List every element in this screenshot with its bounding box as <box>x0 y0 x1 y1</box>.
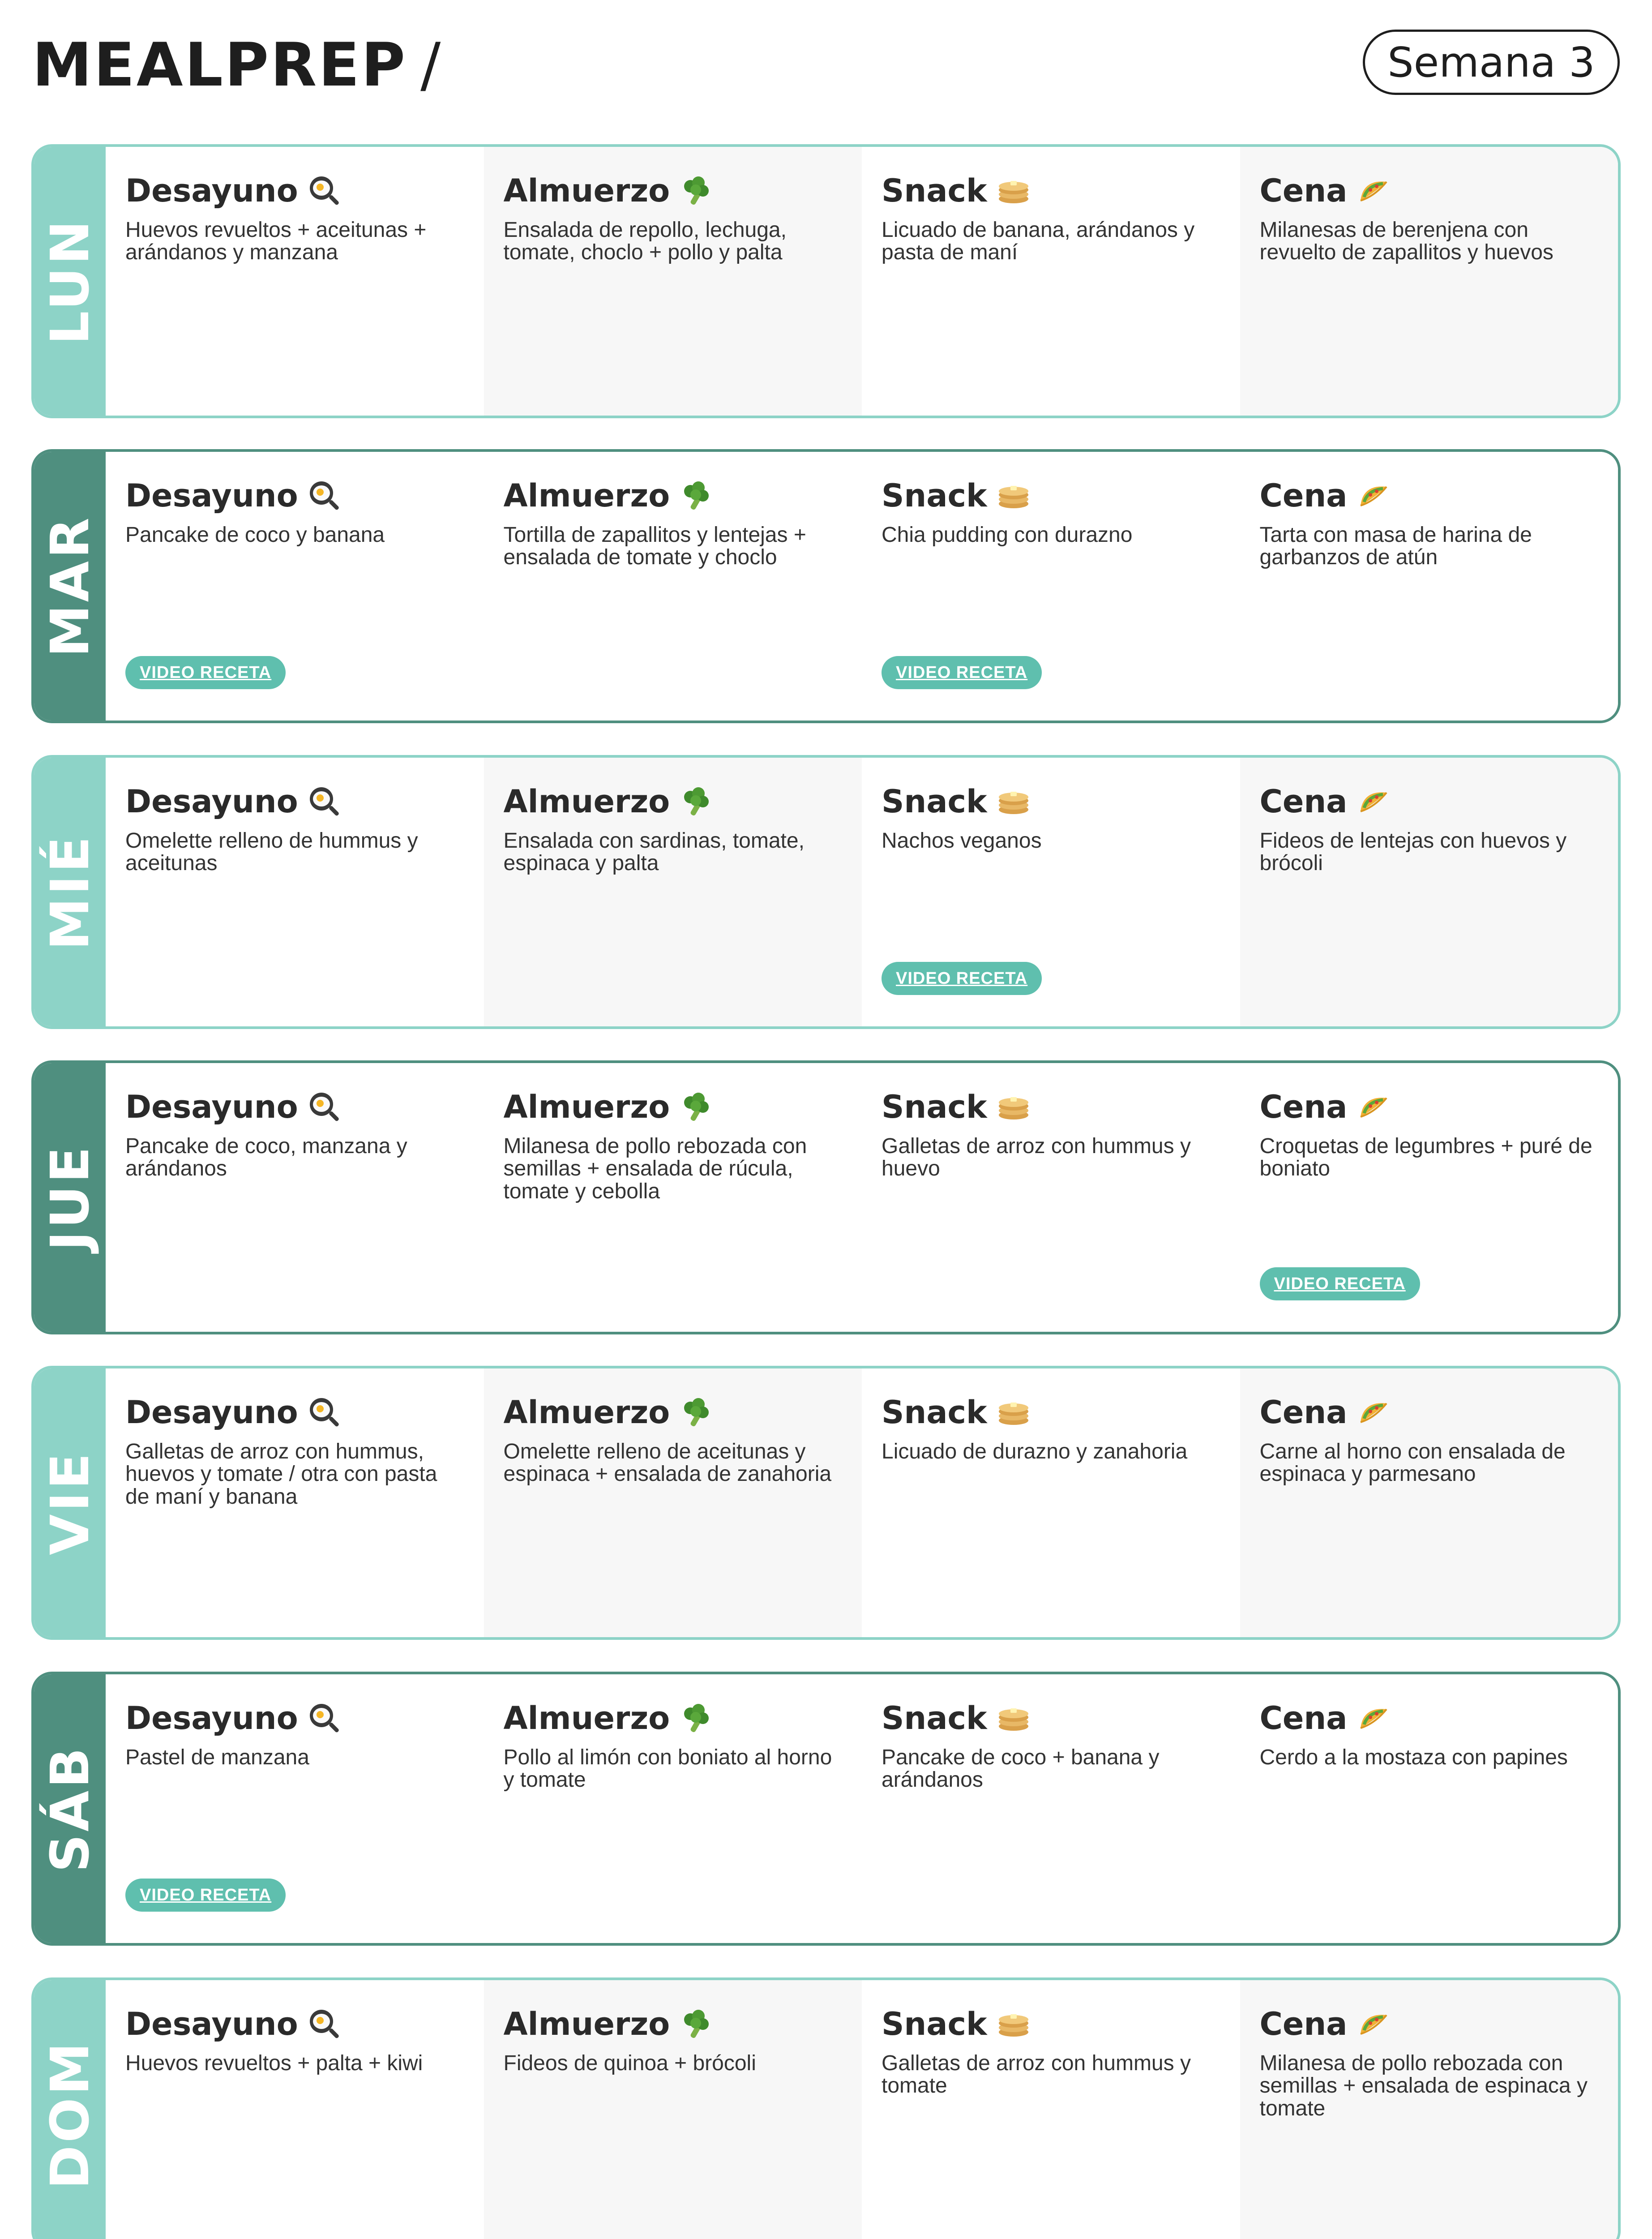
meal-lunch <box>484 758 862 1026</box>
meal-title: Cena <box>1259 1700 1348 1737</box>
brand-slash: / <box>420 30 443 100</box>
meal-title: Almuerzo <box>503 1700 670 1737</box>
meal-description: Chia pudding con durazno <box>882 523 1133 547</box>
pancakes-icon <box>997 2008 1030 2041</box>
day-tab <box>34 452 106 721</box>
day-tab <box>34 147 106 416</box>
day-tab <box>34 1980 106 2239</box>
meal-title: Desayuno <box>125 1089 298 1125</box>
brand-name: MEALPREP <box>32 30 407 100</box>
taco-icon <box>1357 1396 1390 1429</box>
day-label: JUE <box>39 1144 101 1251</box>
frying-pan-egg-icon <box>308 1091 341 1124</box>
meal-title: Desayuno <box>125 477 298 514</box>
meal-description: Cerdo a la mostaza con papines <box>1259 1746 1568 1769</box>
day-tab <box>34 1674 106 1943</box>
day-card-dom <box>31 1977 1621 2239</box>
broccoli-icon <box>680 1702 713 1735</box>
frying-pan-egg-icon <box>308 175 341 208</box>
meal-dinner <box>1240 1368 1618 1637</box>
frying-pan-egg-icon <box>308 1702 341 1735</box>
broccoli-icon <box>680 1091 713 1124</box>
meal-lunch <box>484 1368 862 1637</box>
meal-breakfast <box>106 1674 484 1943</box>
day-label: MAR <box>39 515 101 657</box>
meal-description: Omelette relleno de hummus y aceitunas <box>125 829 418 875</box>
meal-title: Cena <box>1259 172 1348 209</box>
video-recipe-button[interactable]: VIDEO RECETA <box>882 962 1042 995</box>
meal-description: Milanesas de berenjena con revuelto de zapallitos y huevos <box>1259 218 1554 265</box>
meal-dinner <box>1240 1980 1618 2239</box>
day-label: LUN <box>39 218 101 345</box>
frying-pan-egg-icon <box>308 2008 341 2041</box>
broccoli-icon <box>680 785 713 819</box>
meal-description: Pancake de coco y banana <box>125 523 385 547</box>
broccoli-icon <box>680 175 713 208</box>
meal-snack <box>862 1063 1240 1332</box>
meal-title: Cena <box>1259 1394 1348 1431</box>
meal-dinner <box>1240 1674 1618 1943</box>
meal-title: Snack <box>882 477 987 514</box>
meal-description: Huevos revueltos + aceitunas + arándanos y manzana <box>125 218 427 265</box>
meal-dinner <box>1240 452 1618 721</box>
meal-description: Galletas de arroz con hummus y huevo <box>882 1134 1191 1181</box>
meal-title: Almuerzo <box>503 2006 670 2042</box>
pancakes-icon <box>997 785 1030 819</box>
day-card-sab <box>31 1672 1621 1946</box>
meal-title: Desayuno <box>125 1394 298 1431</box>
meal-description: Pancake de coco, manzana y arándanos <box>125 1134 407 1181</box>
pancakes-icon <box>997 480 1030 513</box>
meal-description: Fideos de lentejas con huevos y brócoli <box>1259 829 1567 875</box>
day-label: MIÉ <box>39 834 101 950</box>
meal-breakfast <box>106 1980 484 2239</box>
meal-snack <box>862 758 1240 1026</box>
meal-lunch <box>484 452 862 721</box>
meal-description: Galletas de arroz con hummus y tomate <box>882 2051 1191 2098</box>
meal-snack <box>862 1368 1240 1637</box>
meal-description: Milanesa de pollo rebozada con semillas + ensalada de rúcula, tomate y cebolla <box>503 1134 807 1203</box>
meal-description: Croquetas de legumbres + puré de boniato <box>1259 1134 1592 1181</box>
meal-description: Pollo al limón con boniato al horno y tomate <box>503 1746 832 1792</box>
meal-description: Milanesa de pollo rebozada con semillas + ensalada de espinaca y tomate <box>1259 2051 1588 2120</box>
week-badge: Semana 3 <box>1363 30 1620 95</box>
frying-pan-egg-icon <box>308 785 341 819</box>
meal-lunch <box>484 1980 862 2239</box>
day-card-vie <box>31 1366 1621 1640</box>
meal-description: Carne al horno con ensalada de espinaca y parmesano <box>1259 1440 1566 1486</box>
meal-lunch <box>484 147 862 416</box>
meal-title: Snack <box>882 1394 987 1431</box>
taco-icon <box>1357 480 1390 513</box>
day-card-mar <box>31 449 1621 723</box>
meal-lunch <box>484 1063 862 1332</box>
day-label: SÁB <box>39 1745 101 1873</box>
pancakes-icon <box>997 175 1030 208</box>
day-tab <box>34 1063 106 1332</box>
meal-description: Tortilla de zapallitos y lentejas + ensalada de tomate y choclo <box>503 523 806 570</box>
day-label: DOM <box>39 2040 101 2189</box>
meal-description: Licuado de banana, arándanos y pasta de maní <box>882 218 1195 265</box>
pancakes-icon <box>997 1091 1030 1124</box>
video-recipe-button[interactable]: VIDEO RECETA <box>1260 1267 1420 1300</box>
video-recipe-button[interactable]: VIDEO RECETA <box>882 656 1042 689</box>
meal-breakfast <box>106 1063 484 1332</box>
video-recipe-button[interactable]: VIDEO RECETA <box>125 656 286 689</box>
day-card-lun <box>31 144 1621 418</box>
meal-title: Cena <box>1259 783 1348 820</box>
broccoli-icon <box>680 480 713 513</box>
taco-icon <box>1357 1091 1390 1124</box>
frying-pan-egg-icon <box>308 480 341 513</box>
taco-icon <box>1357 175 1390 208</box>
meal-snack <box>862 1674 1240 1943</box>
brand-title <box>32 30 443 100</box>
meal-snack <box>862 1980 1240 2239</box>
meal-description: Ensalada con sardinas, tomate, espinaca y palta <box>503 829 805 875</box>
meal-description: Huevos revueltos + palta + kiwi <box>125 2051 423 2075</box>
day-card-mie <box>31 755 1621 1029</box>
meal-description: Pastel de manzana <box>125 1746 309 1769</box>
day-tab <box>34 758 106 1026</box>
meal-description: Omelette relleno de aceitunas y espinaca + ensalada de zanahoria <box>503 1440 832 1486</box>
day-label: VIE <box>39 1450 101 1555</box>
meal-title: Snack <box>882 783 987 820</box>
meal-snack <box>862 452 1240 721</box>
broccoli-icon <box>680 2008 713 2041</box>
meal-breakfast <box>106 452 484 721</box>
header <box>32 27 1620 103</box>
frying-pan-egg-icon <box>308 1396 341 1429</box>
video-recipe-button[interactable]: VIDEO RECETA <box>125 1879 286 1912</box>
meal-title: Almuerzo <box>503 1394 670 1431</box>
meal-description: Pancake de coco + banana y arándanos <box>882 1746 1160 1792</box>
pancakes-icon <box>997 1396 1030 1429</box>
meal-title: Almuerzo <box>503 783 670 820</box>
meal-description: Tarta con masa de harina de garbanzos de atún <box>1259 523 1532 570</box>
meal-title: Almuerzo <box>503 477 670 514</box>
pancakes-icon <box>997 1702 1030 1735</box>
meal-title: Almuerzo <box>503 172 670 209</box>
taco-icon <box>1357 785 1390 819</box>
meal-breakfast <box>106 758 484 1026</box>
meal-description: Nachos veganos <box>882 829 1042 853</box>
meal-snack <box>862 147 1240 416</box>
meal-title: Cena <box>1259 1089 1348 1125</box>
meal-title: Cena <box>1259 477 1348 514</box>
meal-title: Desayuno <box>125 1700 298 1737</box>
meal-breakfast <box>106 147 484 416</box>
meal-dinner <box>1240 1063 1618 1332</box>
meal-breakfast <box>106 1368 484 1637</box>
meal-title: Cena <box>1259 2006 1348 2042</box>
day-card-jue <box>31 1060 1621 1334</box>
meal-title: Desayuno <box>125 783 298 820</box>
day-tab <box>34 1368 106 1637</box>
taco-icon <box>1357 2008 1390 2041</box>
meal-description: Galletas de arroz con hummus, huevos y tomate / otra con pasta de maní y banana <box>125 1440 437 1509</box>
meal-title: Snack <box>882 2006 987 2042</box>
taco-icon <box>1357 1702 1390 1735</box>
broccoli-icon <box>680 1396 713 1429</box>
meal-title: Almuerzo <box>503 1089 670 1125</box>
meal-title: Snack <box>882 172 987 209</box>
meal-title: Snack <box>882 1089 987 1125</box>
meal-description: Fideos de quinoa + brócoli <box>503 2051 756 2075</box>
meal-dinner <box>1240 147 1618 416</box>
meal-description: Ensalada de repollo, lechuga, tomate, choclo + pollo y palta <box>503 218 787 265</box>
meal-title: Snack <box>882 1700 987 1737</box>
meal-title: Desayuno <box>125 172 298 209</box>
meal-description: Licuado de durazno y zanahoria <box>882 1440 1188 1463</box>
meal-lunch <box>484 1674 862 1943</box>
meal-title: Desayuno <box>125 2006 298 2042</box>
meal-dinner <box>1240 758 1618 1026</box>
